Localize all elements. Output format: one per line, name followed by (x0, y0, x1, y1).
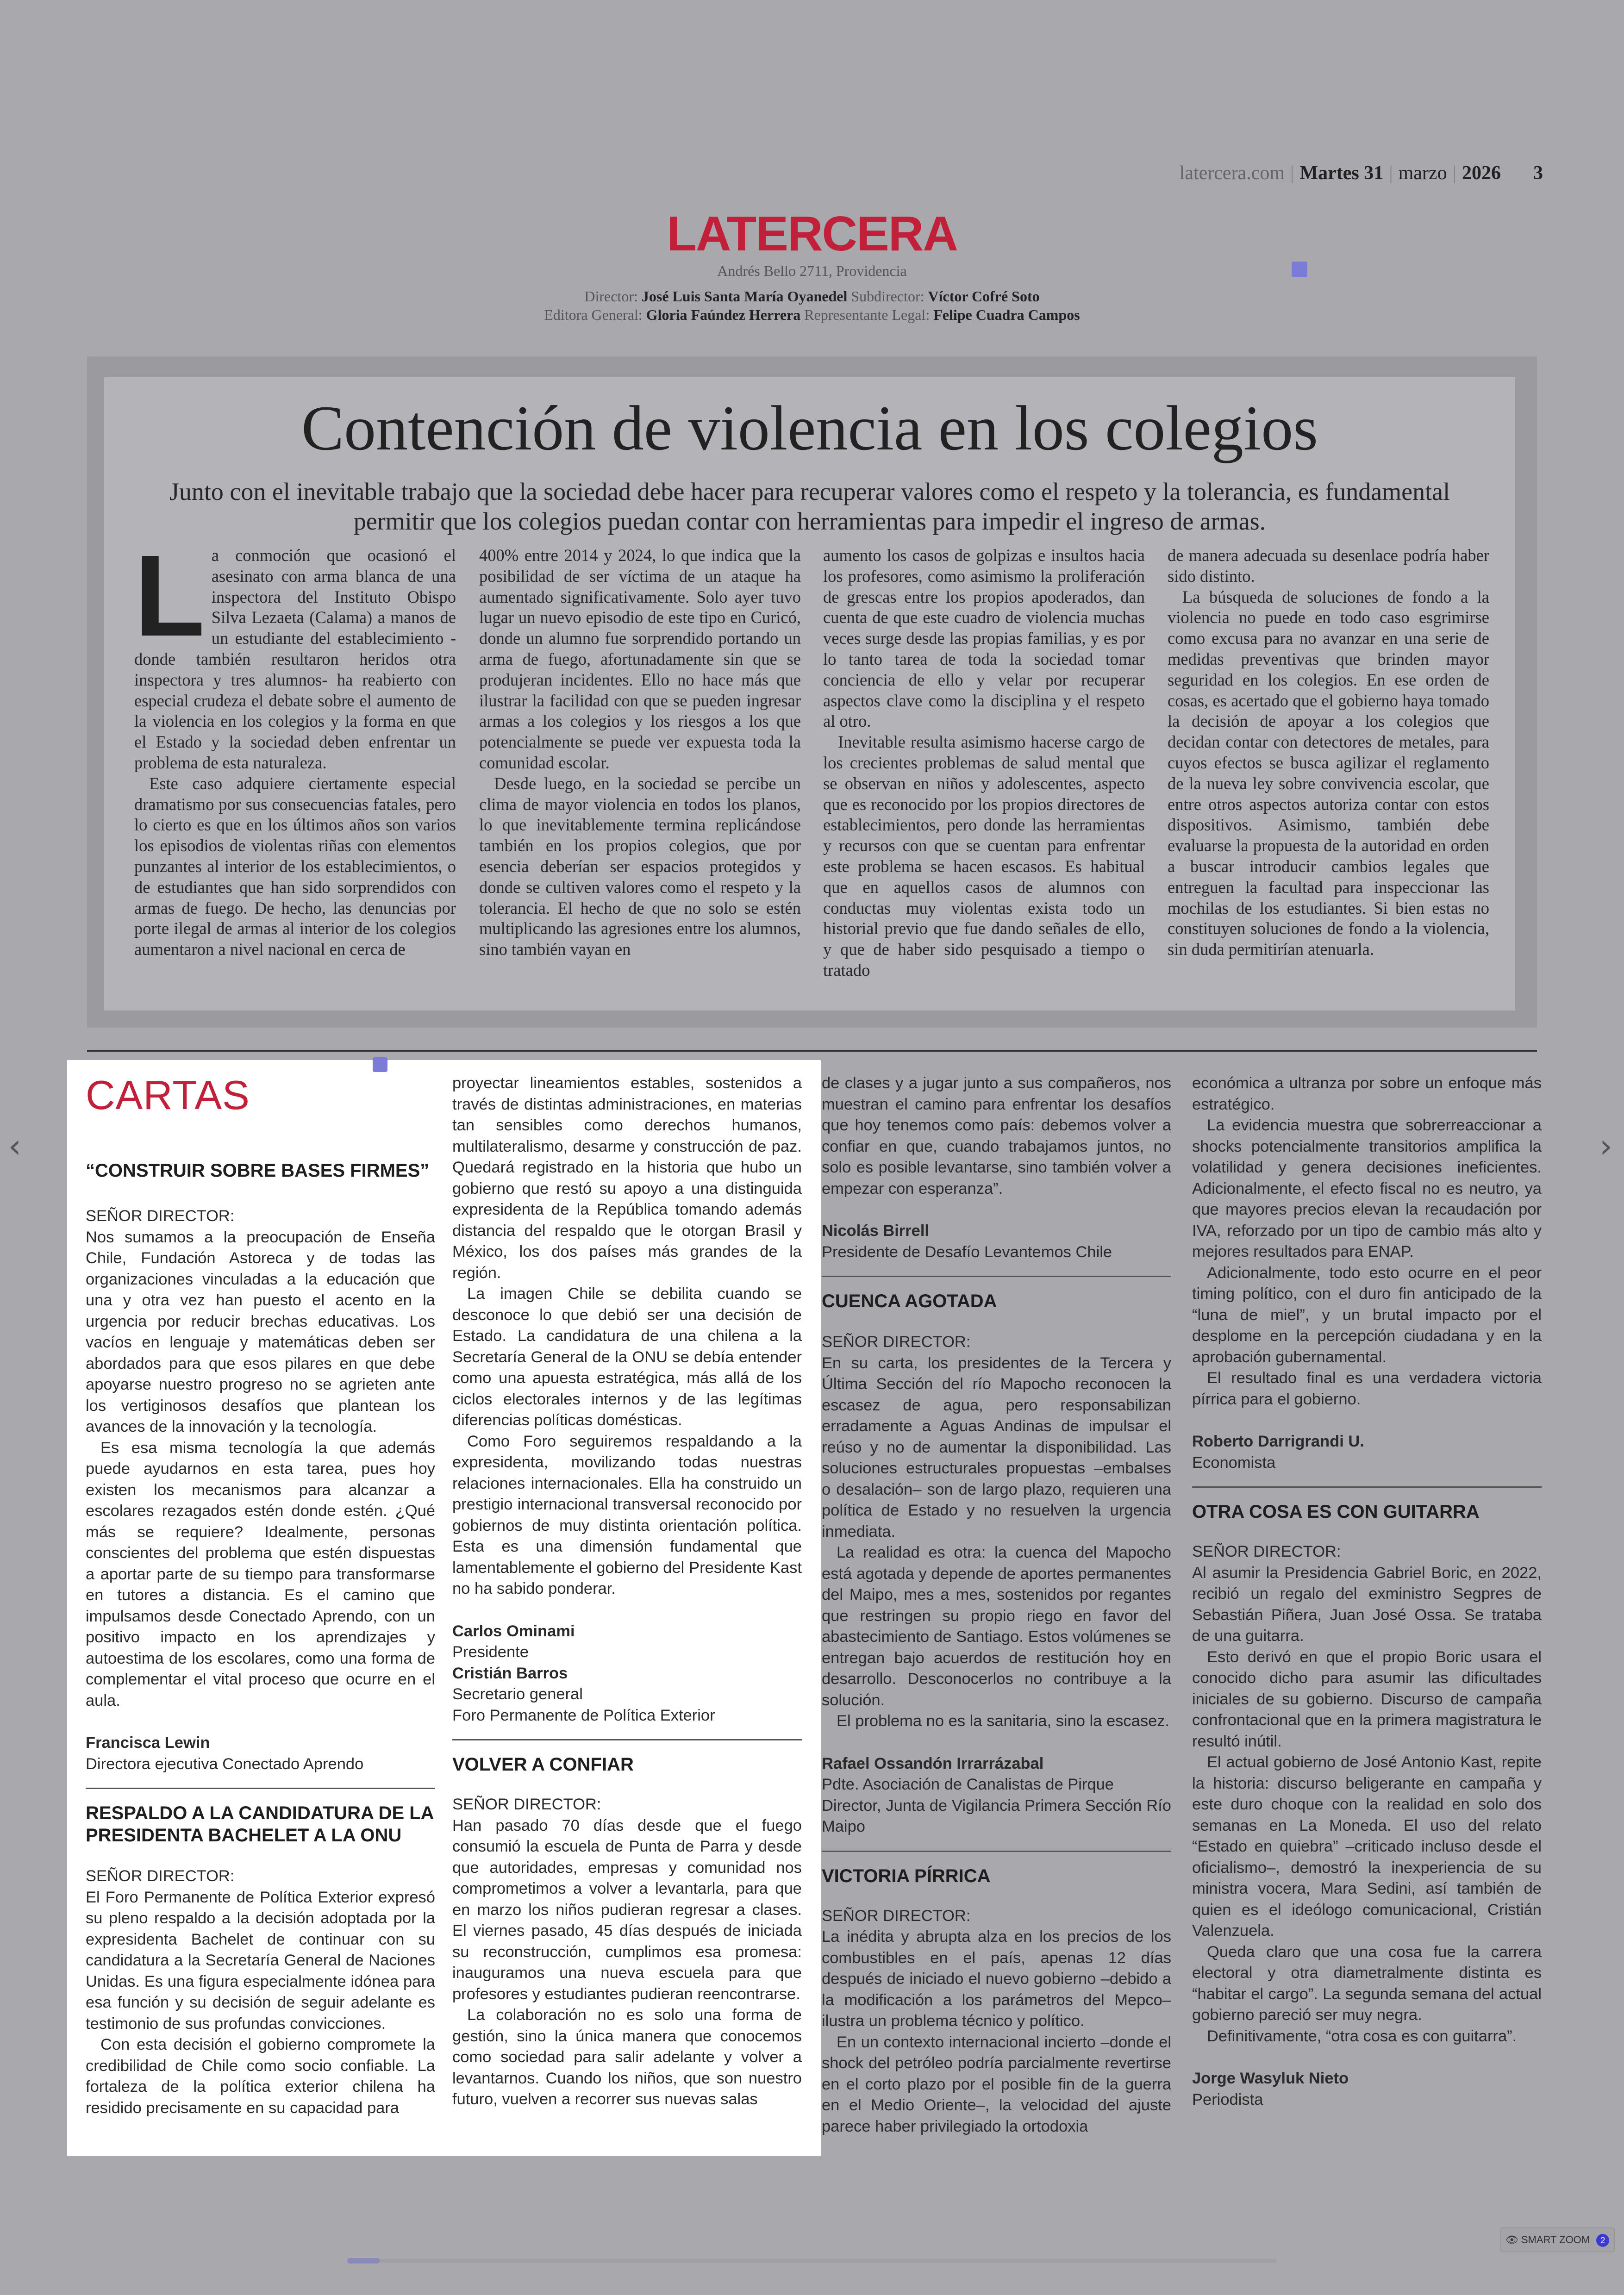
page-scrollbar-thumb[interactable] (347, 2258, 380, 2264)
letter-author: Jorge Wasyluk Nieto (1192, 2070, 1349, 2087)
cartas-column-4: económica a ultranza por sobre un enfoque más estratégico. La evidencia muestra que sobrerreaccionar a shocks potencialmente transitorios amplifica la volatilidad y genera decisiones ineficientes. Adicionalmente, el efecto fiscal no es neutro, ya que mayores precios elevan la recaudación por IVA, reforzado por un tipo de cambio más alto y mejores resultados para ENAP. Adicionalmente, todo esto ocurre en el peor timing político, con el duro fin anticipado de la “luna de miel”, y un brutal impacto por el desplome en la percepción ciudadana y en la aprobación gubernamental. El resultado final es una verdadera victoria pírrica para el gobierno. Roberto Darrigrandi U. Economista OTRA COSA ES CON GUITARRA SEÑOR DIRECTOR: Al asumir la Presidencia Gabriel Boric, en 2022, recibió un regalo del exministro Segpres de Sebastián Piñera, Juan José Ossa. Se trataba de una guitarra. Esto derivó en que el propio Boric usara el conocido dicho para asumir las dificultades iniciales de su gobierno. Discurso de campaña confrontacional que en la primera magistratura le resultó inútil. El actual gobierno de José Antonio Kast, repite la historia: discurso beligerante en campaña y este duro choque con la realidad en solo dos semanas en La Moneda. El uso del relato “Estado en quiebra” –criticado incluso desde el oficialismo–, demostró la inexperiencia de su ministra vocera, Mara Sedini, así también de quien es el ideólogo comunicacional, Cristián Valenzuela. Queda claro que una cosa fue la carrera electoral y otra diametralmente distinta es “habitar el cargo”. La segunda semana del actual gobierno pareció ser muy negra. Definitivamente, “otra cosa es con guitarra”. Jorge Wasyluk Nieto Periodista (1192, 1074, 1542, 2108)
newspaper-logo: LATERCERA (667, 206, 957, 261)
letter-author: Rafael Ossandón Irrarrázabal (822, 1754, 1044, 1772)
editorial-column-2: 400% entre 2014 y 2024, lo que indica que la posibilidad de ser víctima de un ataque ha aumentado significativamente. Solo ayer tuvo lugar un nuevo episodio de este tipo en Curicó, donde un alumno fue sorprendido portando un arma de fuego, afortunadamente sin que se produjeran incidentes. Ello no hace más que ilustrar la facilidad con que se pueden ingresar armas a los colegios y los riesgos a los que potencialmente se puede ver expuesta toda la comunidad escolar. Desde luego, en la sociedad se percibe un clima de mayor violencia en todos los planos, lo que inevitablemente termina replicándose también en los propios colegios, que por esencia deberían ser espacios protegidos y donde se cultiven valores como el respeto y la tolerancia. El hecho de que no solo se estén multiplicando las agresiones entre los alumnos, sino también vayan en (479, 546, 801, 959)
letter-title: OTRA COSA ES CON GUITARRA (1192, 1502, 1480, 1522)
letter-author: Roberto Darrigrandi U. (1192, 1433, 1364, 1450)
page-number: 3 (1533, 162, 1543, 184)
letter-title: CUENCA AGOTADA (822, 1291, 997, 1311)
salutation: SEÑOR DIRECTOR: (86, 1207, 235, 1225)
editorial-column-1: L a conmoción que ocasionó el asesinato con arma blanca de una inspectora del Instituto Obispo Silva Lezaeta (Calama) a manos de un estudiante del establecimiento -donde también resultaron heridos otra inspectora y tres alumnos- ha reabierto con especial crudeza el debate sobre el aumento de la violencia en los colegios y la forma en que el Estado y la sociedad deben enfrentar un problema de esta naturaleza. Este caso adquiere ciertamente especial dramatismo por sus consecuencias fatales, pero lo cierto es que en los últimos años son varios los episodios de violentas riñas con elementos punzantes al interior de los establecimientos, o de estudiantes que han sido sorprendidos con armas de fuego. De hecho, las denuncias por porte ilegal de armas al interior de los colegios aumentaron a nivel nacional en cerca de (134, 531, 456, 959)
date-line: latercera.com | Martes 31 | marzo | 2026 3 (1179, 162, 1543, 184)
cartas-column-1: “CONSTRUIR SOBRE BASES FIRMES” SEÑOR DIRECTOR: Nos sumamos a la preocupación de Enseña Chile, Fundación Astoreca y de todas las organizaciones vinculadas a la educación que una y otra vez han puesto el acento en la urgencia por reducir brechas educativas. Los vacíos en lenguaje y matemáticas deben ser abordados para que esos pilares en que debe apoyarse nuestro progreso no se agrieten ante los vertiginosos desafíos que plantean los avances de la innovación y la tecnología. Es esa misma tecnología la que además puede ayudarnos en esta tarea, pues hoy existen los mecanismos para alcanzar a escolares rezagados estén donde estén. ¿Qué más se requiere? Idealmente, personas conscientes del problema que estén dispuestas a aportar parte de su tiempo para transformarse en tutores a distancia. Es el camino que impulsamos desde Conectado Aprendo, con un positivo impacto en los aprendizajes y autoestima de los escolares, como una forma de complementar el vital proceso que ocurre en el aula. Francisca Lewin Directora ejecutiva Conectado Aprendo RESPALDO A LA CANDIDATURA DE LA PRESIDENTA BACHELET A LA ONU SEÑOR DIRECTOR: El Foro Permanente de Política Exterior expresó su pleno respaldo a la decisión adoptada por la expresidenta Bachelet de continuar con su candidatura a la Secretaría General de Naciones Unidas. Es una figura especialmente idónea para esa función y su decisión de seguir adelante es testimonio de sus profundas convicciones. Con esta decisión el gobierno compromete la credibilidad de Chile como socio confiable. La fortaleza de la política exterior chilena ha residido precisamente en su capacidad para (86, 1160, 435, 2117)
date-year: 2026 (1462, 162, 1501, 184)
prev-page-arrow-icon[interactable]: ‹ (8, 1127, 21, 1165)
salutation: SEÑOR DIRECTOR: (822, 1907, 971, 1925)
masthead-directors: Director: José Luis Santa María Oyanedel Subdirector: Víctor Cofré Soto (584, 288, 1040, 305)
site-name: latercera.com (1179, 162, 1285, 184)
page-scrollbar-track[interactable] (347, 2259, 1277, 2263)
letter-title: “CONSTRUIR SOBRE BASES FIRMES” (86, 1160, 430, 1181)
date-day: Martes 31 (1299, 162, 1384, 184)
hotspot-marker-icon-cartas[interactable] (373, 1057, 387, 1072)
hotspot-marker-icon[interactable] (1292, 262, 1307, 277)
cartas-column-3: de clases y a jugar junto a sus compañeros, nos muestran el camino para enfrentar los desafíos que hoy tenemos como país: debemos volver a confiar en que, cuando trabajamos juntos, no solo es posible levantarse, sino también volver a empezar con esperanza”. Nicolás Birrell Presidente de Desafío Levantemos Chile CUENCA AGOTADA SEÑOR DIRECTOR: En su carta, los presidentes de la Tercera y Última Sección del río Mapocho reconocen la escasez de agua, pero responsabilizan erradamente a Aguas Andinas de impulsar el reúso y no de aumentar la disponibilidad. Las soluciones estructurales propuestas –embalses o desalación– son de largo plazo, requieren una política de Estado y no resuelven la urgencia inmediata. La realidad es otra: la cuenca del Mapocho está agotada y depende de aportes permanentes del Maipo, mes a mes, sostenidos por regantes que restringen su propio riego en favor del abastecimiento de Santiago. Estos volúmenes se entregan bajo acuerdos de restitución hoy en desarrollo. Desconocerlos no contribuye a la solución. El problema no es la sanitaria, sino la escasez. Rafael Ossandón Irrarrázabal Pdte. Asociación de Canalistas de Pirque Director, Junta de Vigilancia Primera Sección Río Maipo VICTORIA PÍRRICA SEÑOR DIRECTOR: La inédita y abrupta alza en los precios de los combustibles en el país, apenas 12 días después de iniciado el nuevo gobierno –debido a la modificación a los parámetros del Mepco– ilustra un problema técnico y político. En un contexto internacional incierto –donde el shock del petróleo podría parcialmente revertirse en el corto plazo por el posible fin de la guerra en el Medio Oriente–, la velocidad del ajuste parece haber privilegiado la ortodoxia (822, 1074, 1171, 2135)
cartas-section-title: CARTAS (86, 1072, 250, 1118)
letter-title: VOLVER A CONFIAR (452, 1754, 634, 1775)
date-month: marzo (1398, 162, 1447, 184)
letter-author: Nicolás Birrell (822, 1222, 930, 1240)
editorial-subtitle: Junto con el inevitable trabajo que la sociedad debe hacer para recuperar valores como el respeto y la tolerancia, es fundamental permitir que los colegios puedan contar con herramientas para impedir el ingreso de armas. (169, 478, 1450, 535)
letter-author: Cristián Barros (452, 1664, 568, 1682)
section-divider (87, 1050, 1537, 1052)
salutation: SEÑOR DIRECTOR: (452, 1796, 601, 1813)
masthead-editors: Editora General: Gloria Faúndez Herrera Representante Legal: Felipe Cuadra Campos (544, 306, 1080, 323)
editorial-title: Contención de violencia en los colegios (301, 393, 1318, 463)
letter-author: Carlos Ominami (452, 1622, 575, 1640)
editorial-column-3: aumento los casos de golpizas e insultos hacia los profesores, como asimismo la proliferación de grescas entre los propios apoderados, dan cuenta de que este cuadro de violencia muchas veces surge desde las propias familias, y es por lo tanto tarea de toda la sociedad tomar conciencia de ello y velar por recuperar aspectos clave como la disciplina y el respeto al otro. Inevitable resulta asimismo hacerse cargo de los crecientes problemas de salud mental que se observan en niños y adolescentes, aspecto que es reconocido por los propios directores de establecimientos, pero donde las herramientas y recursos con que se cuentan para enfrentar este problema se hacen escasos. Es habitual que en aquellos casos de alumnos con conductas muy violentas exista todo un historial previo que fue dando señales de ello, y que de haber sido pesquisado a tiempo o tratado (823, 546, 1145, 979)
drop-cap: L (134, 531, 205, 660)
letter-title: RESPALDO A LA CANDIDATURA DE LA PRESIDENTA BACHELET A LA ONU (86, 1803, 434, 1846)
editorial-column-4: de manera adecuada su desenlace podría haber sido distinto. La búsqueda de soluciones de fondo a la violencia no puede en todo caso esgrimirse como excusa para no avanzar en una serie de medidas preventivas que brinden mayor seguridad en los colegios. En ese orden de cosas, es acertado que el gobierno haya tomado la decisión de apoyar a los colegios que decidan contar con detectores de metales, para cuyos efectos se busca agilizar el reglamento de la nueva ley sobre convivencia escolar, que entre otros aspectos autoriza contar con estos dispositivos. Asimismo, también debe evaluarse la propuesta de la autoridad en orden a buscar introducir cambios legales que entreguen la facultad para inspeccionar las mochilas de los estudiantes. Si bien estas no constituyen soluciones de fondo a la violencia, sin duda permitirían atenuarla. (1168, 546, 1489, 959)
cartas-column-2: proyectar lineamientos estables, sostenidos a través de distintas administraciones, en materias tan sensibles como derechos humanos, multilateralismo, desarme y construcción de paz. Quedará registrado en la historia que hubo un gobierno que restó su apoyo a una distinguida expresidenta de la República tomando además distancia del respaldo que le otorgan Brasil y México, los dos países más grandes de la región. La imagen Chile se debilita cuando se desconoce lo que debió ser una decisión de Estado. La candidatura de una chilena a la Secretaría General de la ONU se debía entender como una apuesta estratégica, más allá de los ciclos electorales internos y de las legítimas diferencias políticas domésticas. Como Foro seguiremos respaldando a la expresidenta, movilizando todas nuestras relaciones internacionales. Ella ha construido un prestigio internacional transversal reconocido por gobiernos de muy distinta orientación política. Esta es una dimensión fundamental que lamentablemente el gobierno del Presidente Kast no ha sabido ponderar. Carlos Ominami Presidente Cristián Barros Secretario general Foro Permanente de Política Exterior VOLVER A CONFIAR SEÑOR DIRECTOR: Han pasado 70 días desde que el fuego consumió la escuela de Punta de Parra y desde que autoridades, empresas y comunidad nos comprometimos a volver a levantarla, para que en marzo los niños pudieran regresar a clases. El viernes pasado, 45 días después de iniciada su reconstrucción, cumplimos esa promesa: inauguramos una nueva escuela para que profesores y estudiantes pudieran reencontrarse. La colaboración no es solo una forma de gestión, sino la única manera que conocemos como sociedad para salir adelante y volver a levantarnos. Cuando los niños, que son nuestro futuro, vuelven a recorrer sus nuevas salas (452, 1074, 802, 2108)
address: Andrés Bello 2711, Providencia (717, 262, 907, 279)
smart-zoom-count-badge: 2 (1596, 2234, 1609, 2247)
smart-zoom-button[interactable] (1500, 2227, 1615, 2252)
letter-role: Directora ejecutiva Conectado Aprendo (86, 1755, 364, 1773)
letter-title: VICTORIA PÍRRICA (822, 1865, 991, 1886)
salutation: SEÑOR DIRECTOR: (822, 1333, 971, 1351)
eye-icon: 👁 (1505, 2234, 1518, 2245)
salutation: SEÑOR DIRECTOR: (86, 1867, 235, 1885)
smart-zoom-label: SMART ZOOM (1521, 2234, 1590, 2245)
salutation: SEÑOR DIRECTOR: (1192, 1543, 1341, 1560)
letter-author: Francisca Lewin (86, 1734, 210, 1752)
next-page-arrow-icon[interactable]: › (1599, 1127, 1612, 1165)
